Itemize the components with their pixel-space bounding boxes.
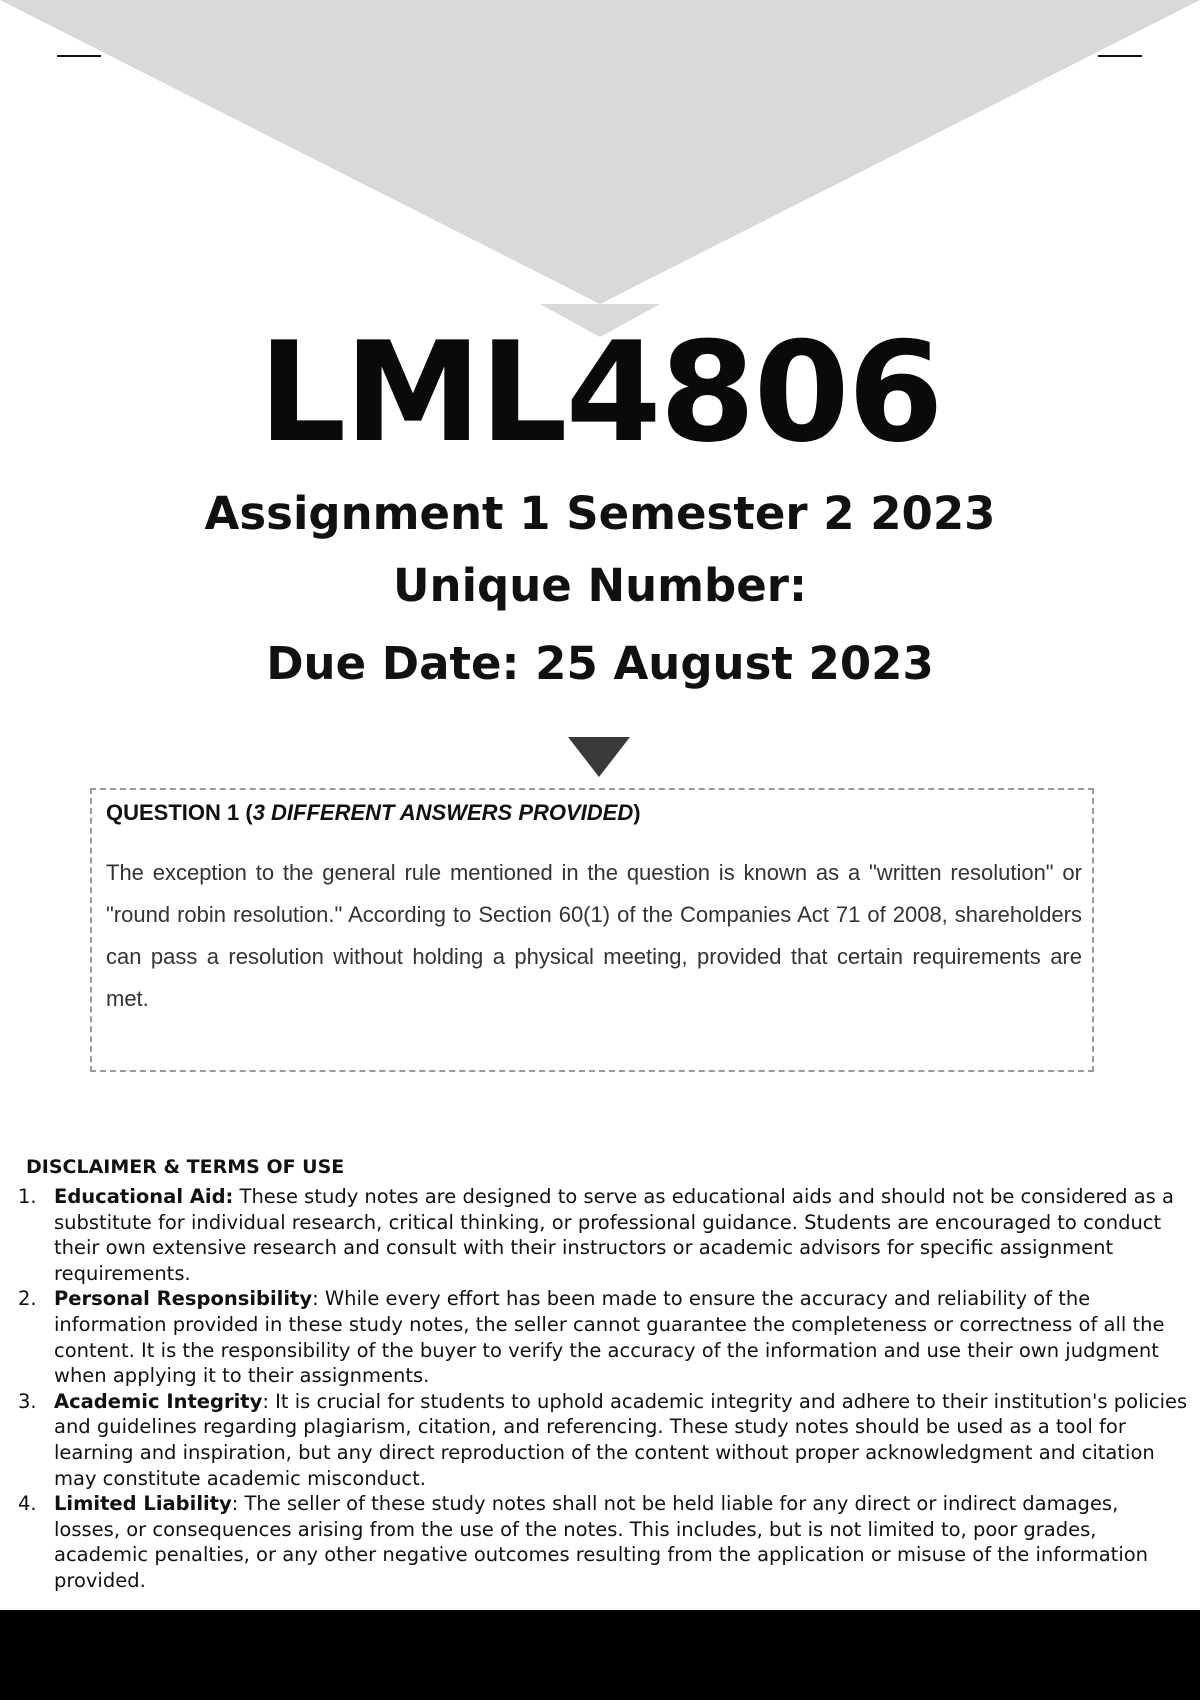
disclaimer-item-term: Personal Responsibility [54,1287,313,1311]
question-heading-prefix: QUESTION 1 ( [106,800,253,825]
question-heading [106,800,641,826]
corner-rule-left [57,55,101,57]
disclaimer-item-term: Academic Integrity [54,1389,263,1413]
footer-bar [0,1610,1200,1700]
due-date-line: Due Date: 25 August 2023 [266,637,934,690]
question-heading-note: 3 DIFFERENT ANSWERS PROVIDED [252,800,634,825]
disclaimer-item-text: These study notes are designed to serve as educational aids and should not be considered as a substitute for individual research, critical thinking, or professional guidance. Students are encouraged to conduct their own extensive research and consult with their instructors or academic advisors for specific assignment requirements. [54,1185,1174,1285]
assignment-line: Assignment 1 Semester 2 2023 [204,487,996,540]
disclaimer-item-text: : The seller of these study notes shall not be held liable for any direct or indirect damages, losses, or consequences arising from the use of the notes. This includes, but is not limited to, poor grades, academic penalties, or any other negative outcomes resulting from the application or misuse of the information provided. [54,1492,1149,1592]
disclaimer-item [18,1286,1190,1388]
disclaimer-item-text: : It is crucial for students to uphold academic integrity and adhere to their institution's policies and guidelines regarding plagiarism, citation, and referencing. These study notes should be used as a tool for learning and inspiration, but any direct reproduction of the content without proper acknowledgment and citation may constitute academic misconduct. [54,1389,1188,1490]
disclaimer-item-number: 3. [18,1389,37,1413]
header-chevron-banner [0,0,1200,340]
course-code-title: LML4806 [258,312,942,473]
corner-rule-right [1098,55,1142,57]
disclaimer-list [18,1184,1190,1594]
down-arrow-icon [568,737,630,777]
disclaimer-item [18,1389,1190,1491]
disclaimer-item-number: 4. [18,1492,37,1516]
disclaimer-item-term: Limited Liability [54,1492,232,1516]
disclaimer-item-term: Educational Aid: [54,1185,234,1208]
disclaimer-title: DISCLAIMER & TERMS OF USE [26,1156,345,1178]
disclaimer-item [18,1491,1190,1593]
question-heading-suffix: ) [633,800,641,825]
disclaimer-item [18,1184,1190,1286]
disclaimer-item-number: 2. [18,1287,37,1311]
unique-number-line: Unique Number: [393,559,807,612]
question-preview-box [90,788,1094,1072]
disclaimer-item-number: 1. [18,1185,37,1208]
question-answer-text: The exception to the general rule mentioned in the question is known as a "written resolution" or "round robin resolution." According to Section 60(1) of the Companies Act 71 of 2008, shareholders can pass a resolution without holding a physical meeting, provided that certain requirements are met. [106,860,1082,1011]
disclaimer-item-text: : While every effort has been made to ensure the accuracy and reliability of the information provided in these study notes, the seller cannot guarantee the completeness or correctness of all the content. It is the responsibility of the buyer to verify the accuracy of the information and use their own judgment when applying it to their assignments. [54,1287,1165,1388]
